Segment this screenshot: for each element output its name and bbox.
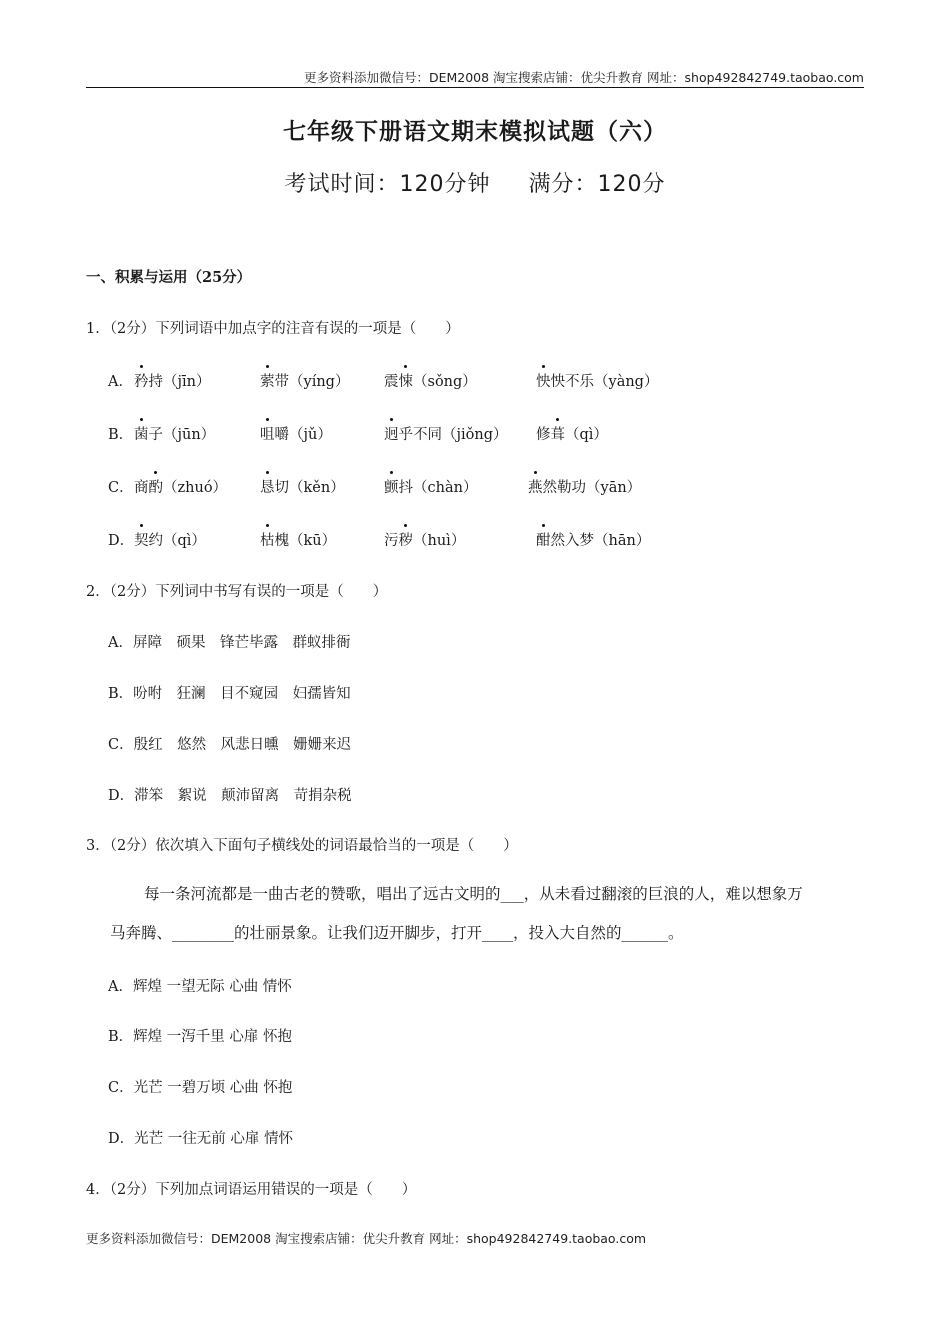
question-1-word <box>260 423 332 444</box>
dotted-character: 酌 <box>148 480 163 496</box>
dotted-character: 怏 <box>536 374 551 390</box>
word-rest: 嚼（jǔ） <box>274 427 332 443</box>
word-prefix: 震 <box>384 374 399 390</box>
question-1-word <box>134 529 206 550</box>
question-1-option-label: B． <box>108 427 134 443</box>
word-rest: 抖（chàn） <box>398 480 478 496</box>
question-1-word <box>384 370 477 391</box>
question-1-option-label: A． <box>108 374 133 390</box>
question-1-word <box>536 370 658 391</box>
dotted-character: 葺 <box>550 427 565 443</box>
word-rest: （qì） <box>565 427 608 443</box>
exam-info <box>0 167 950 198</box>
word-rest: 子（jūn） <box>148 427 216 443</box>
exam-score: 满分：120分 <box>528 172 666 197</box>
dotted-character: 咀 <box>260 427 275 443</box>
question-3-passage-line-1: 每一条河流都是一曲古老的赞歌，唱出了远古文明的___，从未看过翻滚的巨浪的人，难以想象万 <box>144 885 803 903</box>
question-3-stem: 3．（2分）依次填入下面句子横线处的词语最恰当的一项是（ ） <box>86 838 518 854</box>
word-rest: 然入梦（hān） <box>550 533 651 549</box>
word-rest: 然勒功（yān） <box>542 480 642 496</box>
word-prefix: 污 <box>384 533 399 549</box>
question-1-option-label: D． <box>108 533 135 549</box>
question-3-option-d: D．光芒 一往无前 心扉 情怀 <box>108 1131 293 1147</box>
dotted-character: 契 <box>134 533 149 549</box>
question-2-option-d: D．滞笨 絮说 颠沛留离 苛捐杂税 <box>108 788 352 804</box>
question-1-option-label: C． <box>108 480 134 496</box>
dotted-character: 矜 <box>134 374 149 390</box>
dotted-character: 秽 <box>398 533 413 549</box>
question-1-word <box>134 370 210 391</box>
question-3-option-b: B．辉煌 一泻千里 心扉 怀抱 <box>108 1029 292 1045</box>
question-1-word <box>536 423 608 444</box>
question-1-word <box>134 476 227 497</box>
word-rest: 槐（kū） <box>274 533 337 549</box>
word-rest: 切（kěn） <box>274 480 345 496</box>
question-1-word <box>134 423 215 444</box>
question-1-word <box>384 529 465 550</box>
word-rest: 持（jīn） <box>148 374 211 390</box>
question-4-stem: 4．（2分）下列加点词语运用错误的一项是（ ） <box>86 1182 417 1198</box>
question-1-word <box>260 529 336 550</box>
page-footer: 更多资料添加微信号：DEM2008 淘宝搜索店铺：优尖升教育 网址：shop492842749.taobao.com <box>86 1231 647 1246</box>
question-2-option-c: C．殷红 悠然 风悲日曛 姗姗来迟 <box>108 737 352 753</box>
question-3-option-a: A．辉煌 一望无际 心曲 情怀 <box>108 979 292 995</box>
question-1-word <box>260 370 349 391</box>
dotted-character: 恳 <box>260 480 275 496</box>
dotted-character: 燕 <box>528 480 543 496</box>
dotted-character: 菌 <box>134 427 149 443</box>
word-rest: 带（yíng） <box>274 374 350 390</box>
question-1-word <box>536 529 650 550</box>
question-2-stem: 2．（2分）下列词中书写有误的一项是（ ） <box>86 584 388 600</box>
dotted-character: 迥 <box>384 427 399 443</box>
word-rest: 怏不乐（yàng） <box>550 374 659 390</box>
dotted-character: 萦 <box>260 374 275 390</box>
exam-time: 考试时间：120分钟 <box>284 172 491 197</box>
word-prefix: 修 <box>536 427 551 443</box>
question-1-word <box>384 423 507 444</box>
word-rest: 约（qì） <box>148 533 206 549</box>
question-1-word <box>384 476 477 497</box>
question-1-word <box>528 476 641 497</box>
question-2-option-b: B．吩咐 狂澜 目不窥园 妇孺皆知 <box>108 686 351 702</box>
question-3-passage-line-2: 马奔腾、________的壮丽景象。让我们迈开脚步，打开____，投入大自然的______。 <box>110 924 684 942</box>
page-title: 七年级下册语文期末模拟试题（六） <box>283 118 667 145</box>
question-1-stem: 1．（2分）下列词语中加点字的注音有误的一项是（ ） <box>86 321 460 337</box>
header-rule <box>86 87 864 88</box>
word-rest: （huì） <box>413 533 466 549</box>
question-2-option-a: A．屏障 硕果 锋芒毕露 群蚁排衙 <box>108 635 351 651</box>
dotted-character: 悚 <box>398 374 413 390</box>
word-rest: （sǒng） <box>413 374 477 390</box>
word-prefix: 商 <box>134 480 149 496</box>
dotted-character: 酣 <box>536 533 551 549</box>
dotted-character: 枯 <box>260 533 275 549</box>
section-heading: 一、积累与运用（25分） <box>86 269 252 286</box>
word-rest: （zhuó） <box>163 480 228 496</box>
dotted-character: 颤 <box>384 480 399 496</box>
word-rest: 乎不同（jiǒng） <box>398 427 508 443</box>
question-3-option-c: C．光芒 一碧万顷 心曲 怀抱 <box>108 1080 293 1096</box>
page-header: 更多资料添加微信号：DEM2008 淘宝搜索店铺：优尖升教育 网址：shop492842749.taobao.com <box>303 70 864 85</box>
question-1-word <box>260 476 345 497</box>
